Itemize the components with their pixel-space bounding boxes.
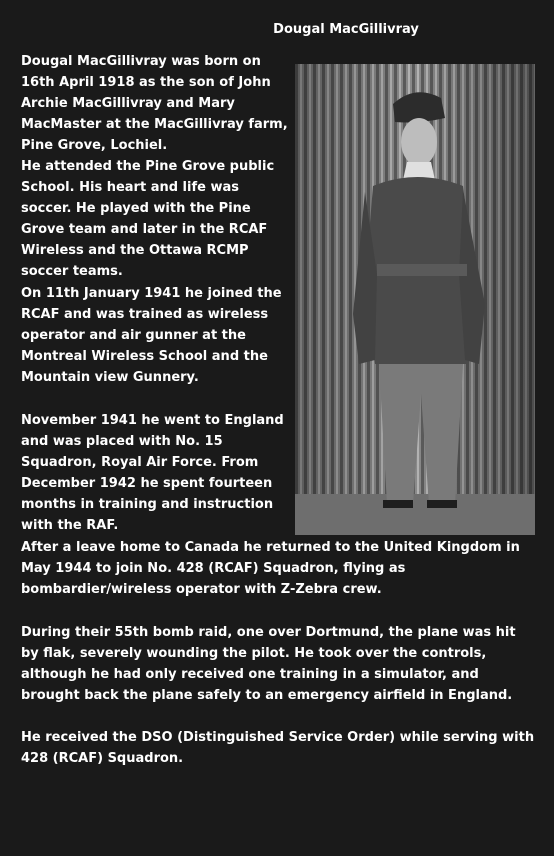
page-title: Dougal MacGillivray xyxy=(273,22,419,37)
paragraph-england: November 1941 he went to England and was placed with No. 15 Squadron, Royal Air Force. From December 1942 he spent fourteen months in training and instruction with the RAF. xyxy=(21,413,284,533)
paragraph-birth: Dougal MacGillivray was born on 16th April 1918 as the son of John Archie MacGillivray and Mary MacMaster at the MacGillivray farm, Pine Grove, Lochiel. xyxy=(21,54,288,153)
paragraph-return: After a leave home to Canada he returned to the United Kingdom in May 1944 to join No. 428 (RCAF) Squadron, flying as bombardier/wireless operator with Z-Zebra crew. xyxy=(21,540,520,597)
paragraph-raid: During their 55th bomb raid, one over Dortmund, the plane was hit by flak, severely wounding the pilot. He took over the controls, although he had only received one training in a simulator, and brought back the plane safely to an emergency airfield in England. xyxy=(21,625,516,703)
paragraph-dso: He received the DSO (Distinguished Service Order) while serving with 428 (RCAF) Squadron. xyxy=(21,730,535,766)
paragraph-rcaf: On 11th January 1941 he joined the RCAF and was trained as wireless operator and air gunner at the Montreal Wireless School and the Mountain view Gunnery. xyxy=(21,286,282,385)
paragraph-school: He attended the Pine Grove public School. His heart and life was soccer. He played with the Pine Grove team and later in the RCAF Wireless and the Ottawa RCMP soccer teams. xyxy=(21,159,275,279)
portrait-photo xyxy=(295,64,535,535)
